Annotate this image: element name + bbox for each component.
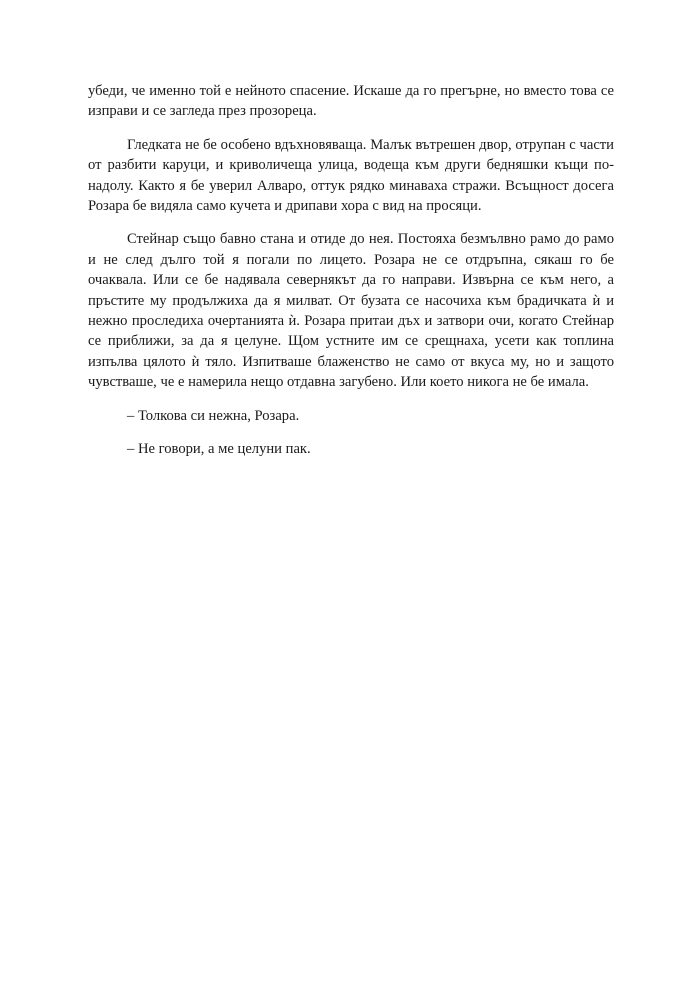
dialogue-line: – Не говори, а ме целуни пак. <box>127 441 311 458</box>
text-body <box>88 81 614 473</box>
paragraph-kiss: Стейнар също бавно стана и отиде до нея. Постояха безмълвно рамо до рамо и не след дълго той я погали по лицето. Розара не се отдръпна, сякаш го бе очаквала. Или се бе надявала севернякът да го направи. Извърна се към него, а пръстите му продължиха да я милват. От бузата се насочиха към брадичката ѝ и нежно проследиха очертанията ѝ. Розара притаи дъх и затвори очи, когато Стейнар се приближи, за да я целуне. Щом устните им се срещнаха, усети как топлина изпълва цялото ѝ тяло. Изпитваше блаженство не само от вкуса му, но и защото чувстваше, че е намерила нещо отдавна загубено. Или което никога не бе имала. <box>88 231 614 391</box>
paragraph-continuation: убеди, че именно той е нейното спасение. Искаше да го прегърне, но вместо това се изправи и се загледа през прозореца. <box>88 83 614 120</box>
paragraph-view: Гледката не бе особено вдъхновяваща. Малък вътрешен двор, отрупан с части от разбити каруци, и криволичеща улица, водеща към други бедняшки къщи по-надолу. Както я бе уверил Алваро, оттук рядко минаваха стражи. Всъщност досега Розара бе видяла само кучета и дрипави хора с вид на просяци. <box>88 136 614 215</box>
dialogue-line: – Толкова си нежна, Розара. <box>127 407 300 424</box>
